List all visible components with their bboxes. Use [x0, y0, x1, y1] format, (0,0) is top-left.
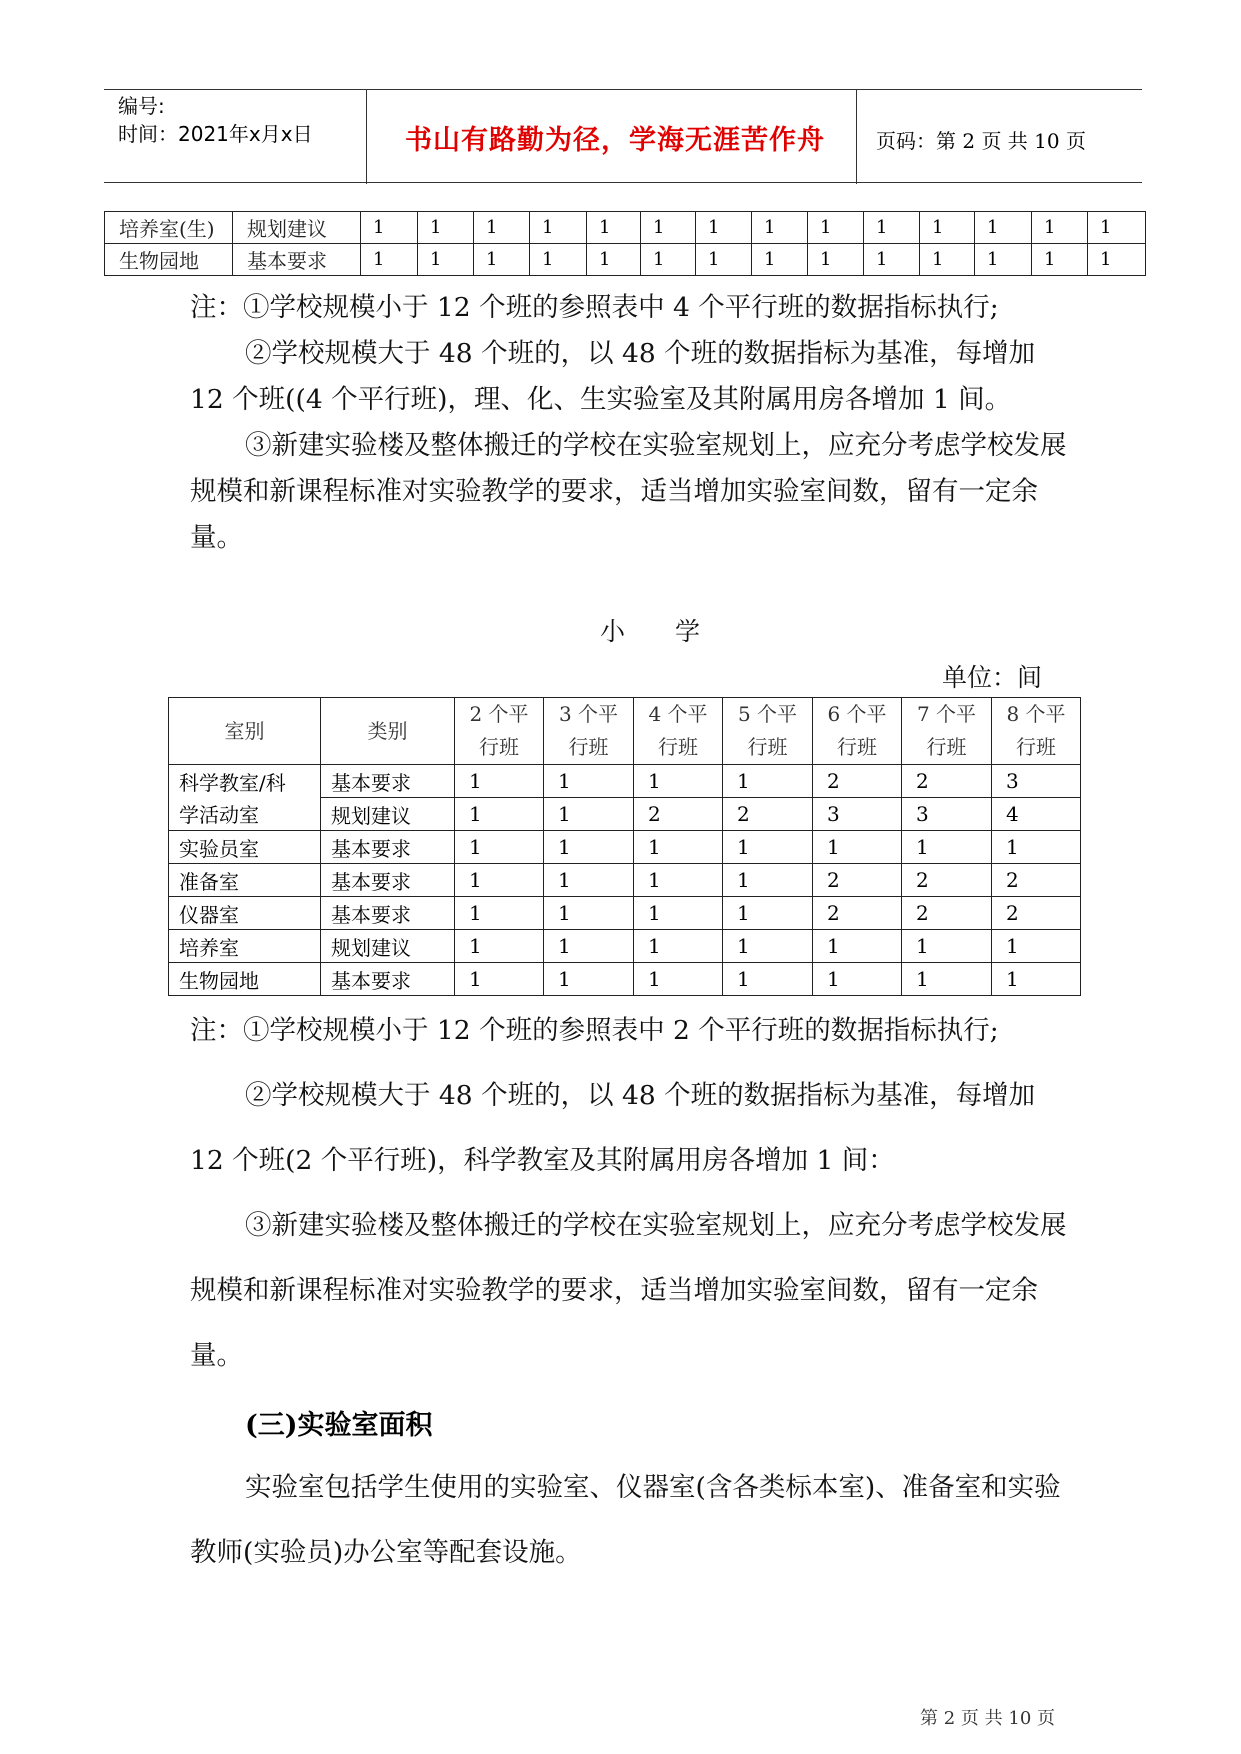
room-name-cell: 准备室 — [169, 864, 321, 897]
value-cell: 1 — [455, 798, 544, 831]
value-cell: 1 — [813, 963, 902, 996]
document-code-label: 编号: — [118, 94, 165, 118]
value-cell: 1 — [1088, 212, 1146, 244]
header-meta — [118, 92, 313, 148]
header-top-rule — [104, 89, 1142, 90]
value-cell: 1 — [813, 831, 902, 864]
value-cell: 1 — [920, 212, 975, 244]
value-cell: 1 — [530, 212, 587, 244]
note-item: 注：①学校规模小于 12 个班的参照表中 2 个平行班的数据指标执行; — [190, 1015, 999, 1046]
value-cell: 1 — [587, 244, 641, 276]
value-cell: 1 — [864, 212, 920, 244]
value-cell: 2 — [992, 897, 1081, 930]
value-cell: 2 — [813, 897, 902, 930]
value-cell: 1 — [544, 864, 634, 897]
type-cell: 基本要求 — [321, 831, 455, 864]
value-cell: 1 — [544, 765, 634, 798]
value-cell: 1 — [902, 963, 992, 996]
value-cell: 1 — [808, 244, 864, 276]
unit-label: 单位：间 — [942, 663, 1043, 692]
note-item: 注：①学校规模小于 12 个班的参照表中 4 个平行班的数据指标执行; — [190, 292, 999, 323]
column-header: 8 个平 行班 — [992, 698, 1081, 765]
type-cell: 基本要求 — [321, 963, 455, 996]
room-name-cell: 培养室 — [169, 930, 321, 963]
section-body: 实验室包括学生使用的实验室、仪器室(含各类标本室)、准备室和实验教师(实验员)办公室等配套设施。 — [190, 1472, 1061, 1568]
notes-primary-school — [190, 998, 1068, 1388]
value-cell: 1 — [1032, 244, 1088, 276]
value-cell: 2 — [992, 864, 1081, 897]
value-cell: 1 — [455, 930, 544, 963]
value-cell: 1 — [587, 212, 641, 244]
value-cell: 3 — [992, 765, 1081, 798]
value-cell: 1 — [813, 930, 902, 963]
note-item: ②学校规模大于 48 个班的，以 48 个班的数据指标为基准，每增加 12 个班(2 个平行班)，科学教室及其附属用房各增加 1 间： — [190, 1080, 1036, 1176]
value-cell: 1 — [634, 864, 723, 897]
value-cell: 1 — [902, 930, 992, 963]
value-cell: 1 — [361, 212, 418, 244]
value-cell: 1 — [723, 897, 813, 930]
value-cell: 1 — [455, 897, 544, 930]
value-cell: 1 — [418, 244, 474, 276]
type-cell: 基本要求 — [321, 897, 455, 930]
value-cell: 1 — [808, 212, 864, 244]
value-cell: 1 — [1032, 212, 1088, 244]
header-page-number: 页码：第 2 页 共 10 页 — [876, 129, 1086, 153]
value-cell: 1 — [455, 765, 544, 798]
value-cell: 1 — [474, 244, 530, 276]
value-cell: 1 — [641, 212, 696, 244]
room-name-cell: 学活动室 — [169, 798, 321, 831]
value-cell: 1 — [361, 244, 418, 276]
value-cell: 1 — [634, 963, 723, 996]
value-cell: 1 — [723, 765, 813, 798]
value-cell: 1 — [723, 963, 813, 996]
note-item: ③新建实验楼及整体搬迁的学校在实验室规划上，应充分考虑学校发展规模和新课程标准对实验教学的要求，适当增加实验室间数，留有一定余量。 — [190, 430, 1067, 553]
notes-middle-school — [190, 285, 1068, 561]
value-cell: 4 — [992, 798, 1081, 831]
value-cell: 1 — [696, 212, 752, 244]
value-cell: 1 — [634, 930, 723, 963]
value-cell: 1 — [544, 963, 634, 996]
footer-page-number: 第 2 页 共 10 页 — [920, 1708, 1055, 1729]
primary-school-table — [168, 697, 1081, 996]
value-cell: 1 — [418, 212, 474, 244]
room-name-cell: 实验员室 — [169, 831, 321, 864]
value-cell: 1 — [723, 930, 813, 963]
value-cell: 2 — [634, 798, 723, 831]
table-row — [169, 963, 1081, 996]
value-cell: 1 — [455, 864, 544, 897]
value-cell: 1 — [723, 831, 813, 864]
value-cell: 1 — [544, 831, 634, 864]
type-cell: 规划建议 — [233, 212, 361, 244]
table-row — [169, 897, 1081, 930]
value-cell: 1 — [544, 798, 634, 831]
type-cell: 基本要求 — [321, 765, 455, 798]
value-cell: 1 — [474, 212, 530, 244]
value-cell: 1 — [723, 864, 813, 897]
document-date: 时间：2021年x月x日 — [118, 122, 313, 146]
column-header: 7 个平 行班 — [902, 698, 992, 765]
column-header: 4 个平 行班 — [634, 698, 723, 765]
column-header: 3 个平 行班 — [544, 698, 634, 765]
value-cell: 2 — [902, 897, 992, 930]
table-row — [105, 212, 1146, 244]
table-row — [169, 798, 1081, 831]
column-header-room: 室别 — [169, 698, 321, 765]
value-cell: 1 — [641, 244, 696, 276]
column-header: 5 个平 行班 — [723, 698, 813, 765]
value-cell: 2 — [902, 765, 992, 798]
type-cell: 规划建议 — [321, 930, 455, 963]
column-header: 2 个平 行班 — [455, 698, 544, 765]
column-header: 6 个平 行班 — [813, 698, 902, 765]
table-row — [169, 864, 1081, 897]
header-divider-left — [366, 90, 367, 184]
value-cell: 3 — [813, 798, 902, 831]
column-header-type: 类别 — [321, 698, 455, 765]
value-cell: 1 — [634, 831, 723, 864]
room-name-cell: 培养室(生) — [105, 212, 233, 244]
room-name-cell: 生物园地 — [169, 963, 321, 996]
table-row — [169, 765, 1081, 798]
value-cell: 1 — [1088, 244, 1146, 276]
value-cell: 1 — [902, 831, 992, 864]
room-name-cell: 科学教室/科 — [169, 765, 321, 798]
value-cell: 2 — [813, 864, 902, 897]
primary-school-title: 小 学 — [600, 617, 701, 646]
value-cell: 1 — [752, 212, 808, 244]
value-cell: 1 — [992, 831, 1081, 864]
value-cell: 3 — [902, 798, 992, 831]
note-item: ③新建实验楼及整体搬迁的学校在实验室规划上，应充分考虑学校发展规模和新课程标准对实验教学的要求，适当增加实验室间数，留有一定余量。 — [190, 1210, 1067, 1371]
value-cell: 1 — [975, 244, 1032, 276]
value-cell: 1 — [752, 244, 808, 276]
value-cell: 2 — [723, 798, 813, 831]
table-row — [105, 244, 1146, 276]
value-cell: 1 — [530, 244, 587, 276]
value-cell: 1 — [455, 963, 544, 996]
value-cell: 1 — [864, 244, 920, 276]
value-cell: 2 — [902, 864, 992, 897]
room-name-cell: 生物园地 — [105, 244, 233, 276]
table-row — [169, 831, 1081, 864]
type-cell: 基本要求 — [321, 864, 455, 897]
value-cell: 1 — [455, 831, 544, 864]
table-row — [169, 930, 1081, 963]
value-cell: 1 — [544, 930, 634, 963]
value-cell: 1 — [634, 765, 723, 798]
value-cell: 1 — [634, 897, 723, 930]
value-cell: 2 — [813, 765, 902, 798]
note-item: ②学校规模大于 48 个班的，以 48 个班的数据指标为基准，每增加 12 个班((4 个平行班)，理、化、生实验室及其附属用房各增加 1 间。 — [190, 338, 1036, 415]
section-heading: (三)实验室面积 — [245, 1410, 433, 1441]
table-header-row — [169, 698, 1081, 765]
type-cell: 规划建议 — [321, 798, 455, 831]
value-cell: 1 — [992, 963, 1081, 996]
room-name-cell: 仪器室 — [169, 897, 321, 930]
value-cell: 1 — [992, 930, 1081, 963]
type-cell: 基本要求 — [233, 244, 361, 276]
value-cell: 1 — [975, 212, 1032, 244]
value-cell: 1 — [696, 244, 752, 276]
header-motto: 书山有路勤为径，学海无涯苦作舟 — [405, 125, 825, 156]
header-bottom-rule — [104, 182, 1142, 183]
value-cell: 1 — [544, 897, 634, 930]
value-cell: 1 — [920, 244, 975, 276]
middle-school-table-continuation — [104, 211, 1146, 276]
